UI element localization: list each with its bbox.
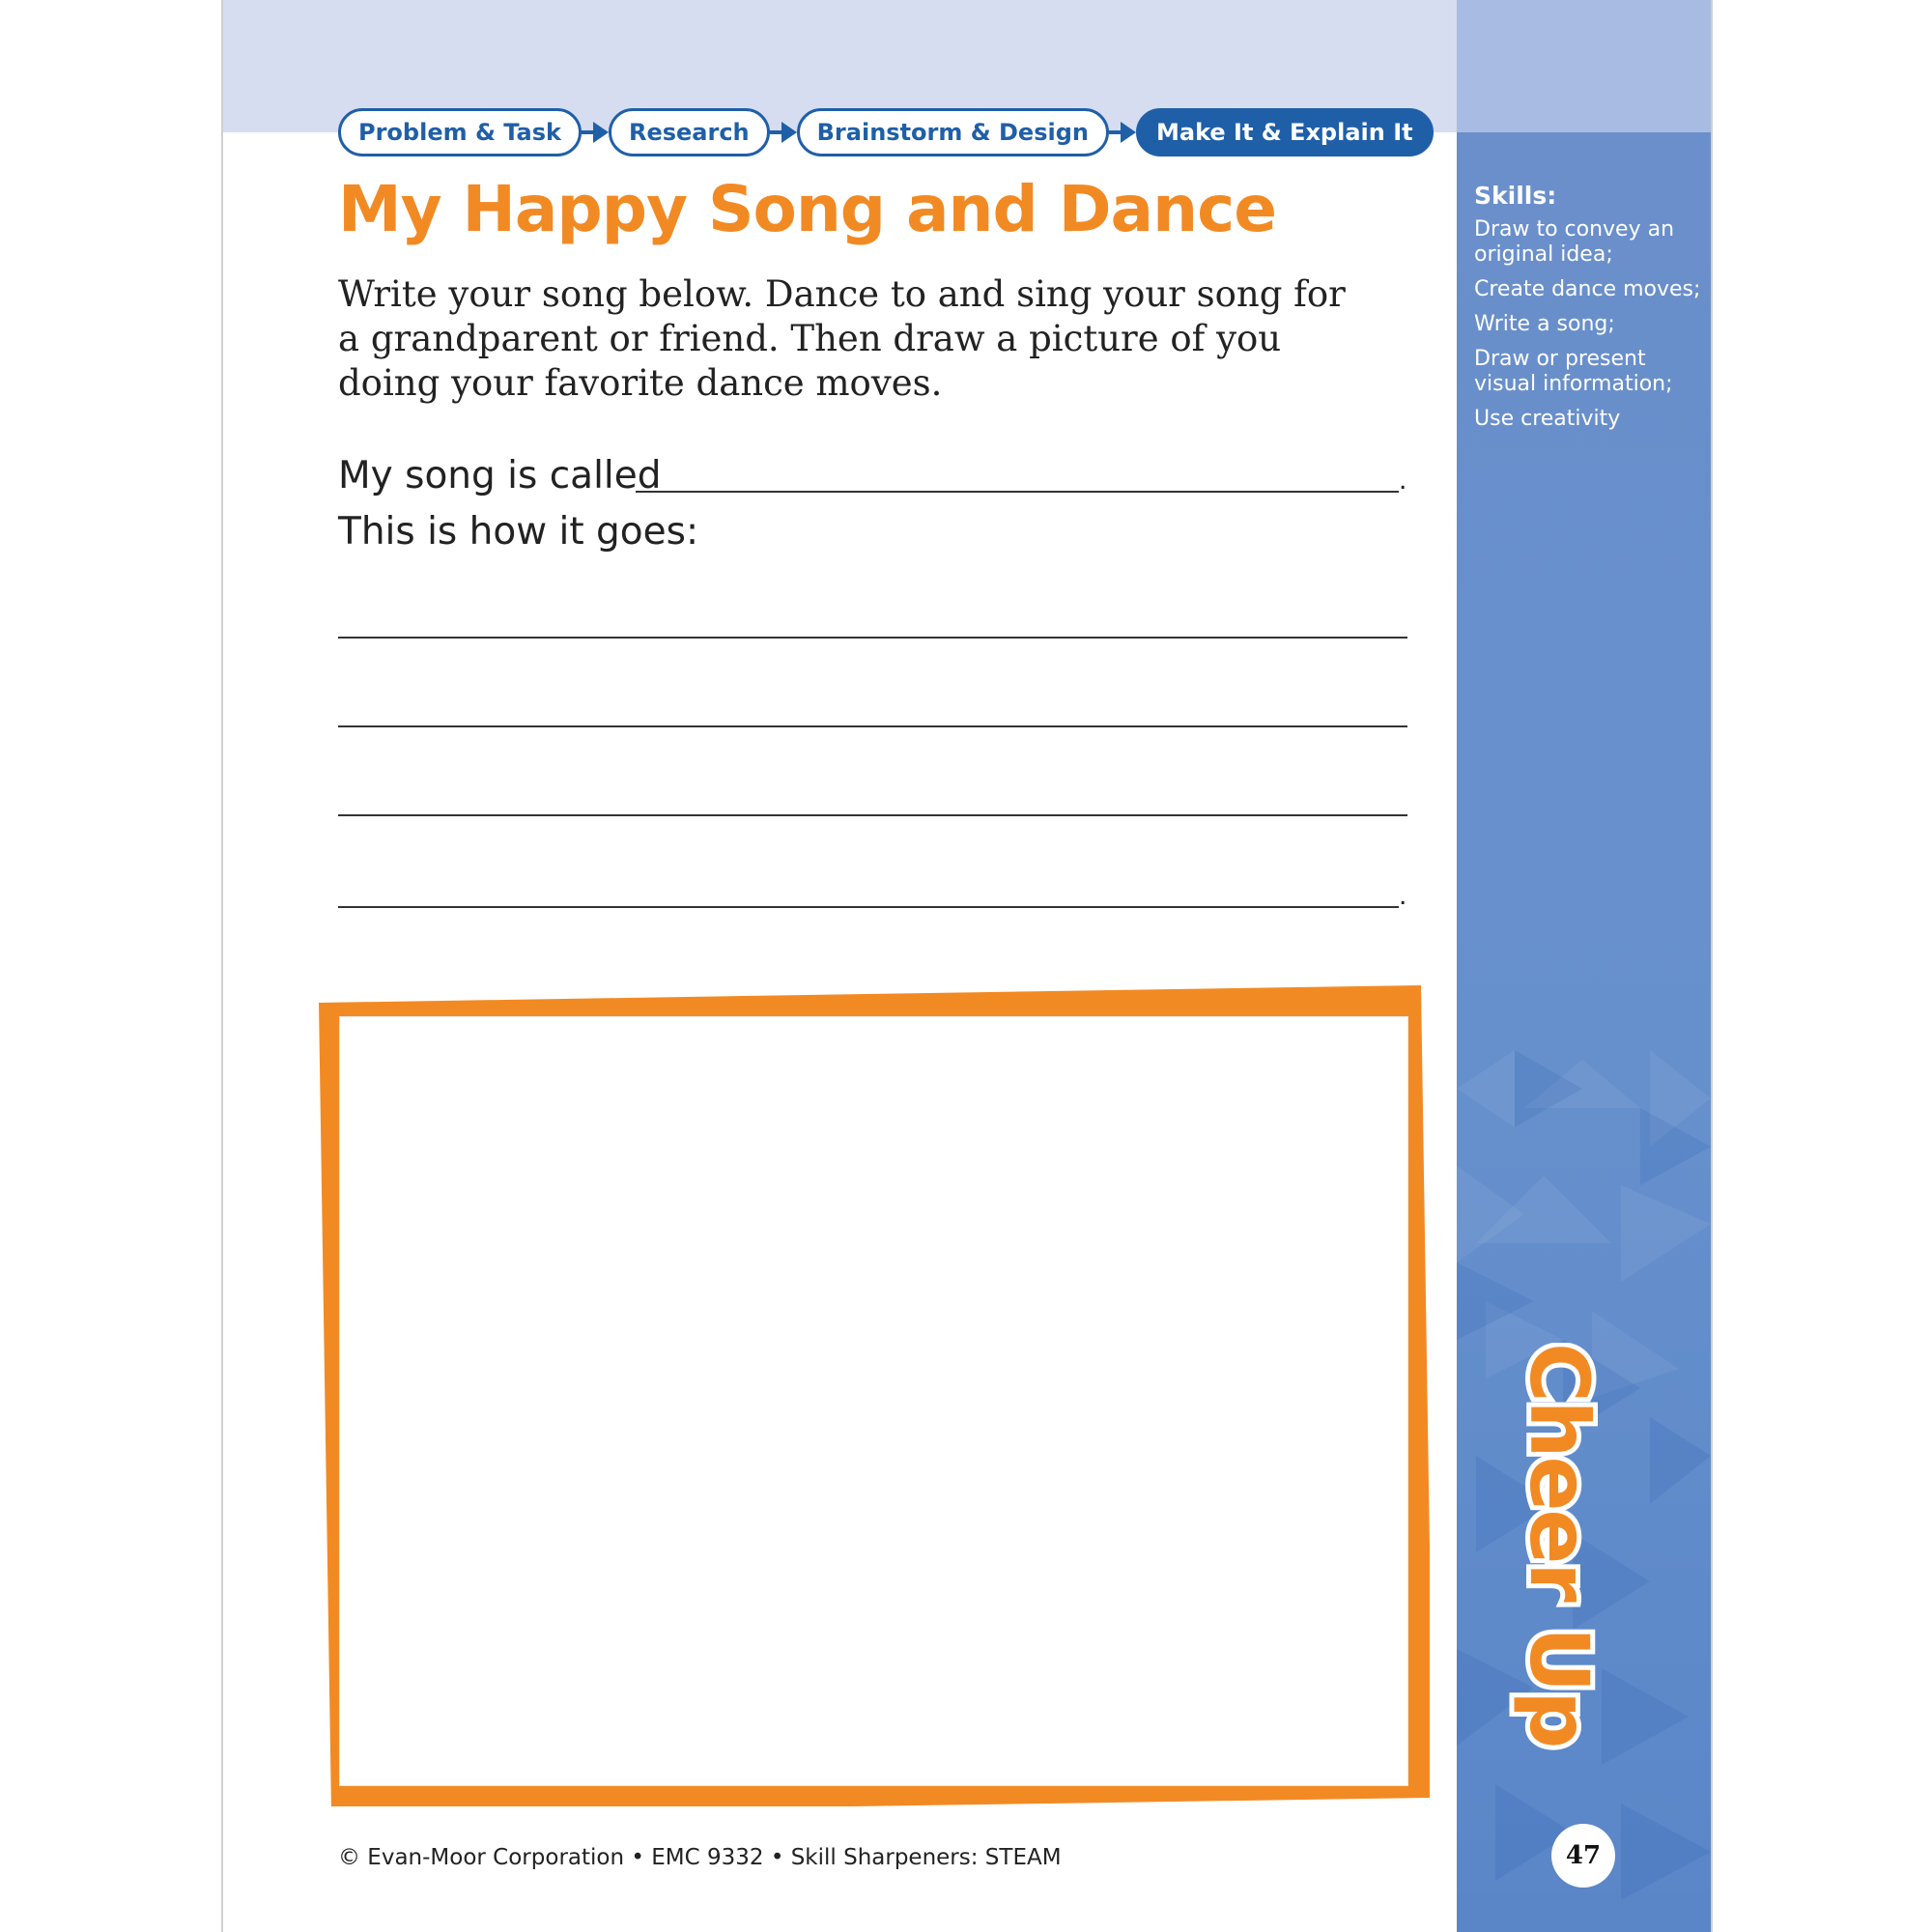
drawing-area[interactable] [339,1016,1408,1786]
skills-panel [1474,182,1706,441]
arrow-right-icon [1109,108,1136,156]
song-line-3[interactable] [338,814,1407,816]
instructions: Write your song below. Dance to and sing your song for a grandparent or friend. Then draw a picture of you doing your favorite dance moves. [338,273,1346,404]
song-called-label: My song is called [338,454,662,497]
period-mark: . [1399,464,1407,496]
song-line-1[interactable] [338,637,1407,639]
song-line-4[interactable] [338,906,1399,908]
skill-item: Draw to convey an original idea; [1474,217,1675,267]
how-it-goes-label: This is how it goes: [338,510,699,554]
arrow-right-icon [582,108,609,156]
skill-item: Draw or present visual information; [1474,347,1673,396]
section-title-text: Cheer Up [1512,1343,1606,1747]
step-problem-task: Problem & Task [338,108,582,156]
period-mark: . [1399,879,1407,911]
page-number: 47 [1551,1824,1615,1888]
skills-title: Skills: [1474,182,1557,210]
arrow-right-icon [770,108,797,156]
page-title: My Happy Song and Dance [338,172,1276,246]
footer-credit: © Evan-Moor Corporation • EMC 9332 • Skill Sharpeners: STEAM [338,1845,1062,1870]
song-line-2[interactable] [338,725,1407,727]
page-left-edge [221,0,223,1932]
step-brainstorm-design: Brainstorm & Design [797,108,1109,156]
step-make-explain: Make It & Explain It [1136,108,1434,156]
skill-item: Write a song; [1474,312,1615,336]
page-right-edge [1711,0,1713,1932]
skill-item: Use creativity [1474,407,1621,431]
sidebar-header-band [1457,0,1711,132]
section-title-cheer-up [1473,1343,1695,1787]
process-steps [338,108,1434,156]
skill-item: Create dance moves; [1474,277,1701,301]
song-title-line[interactable] [636,491,1399,493]
step-research: Research [609,108,770,156]
